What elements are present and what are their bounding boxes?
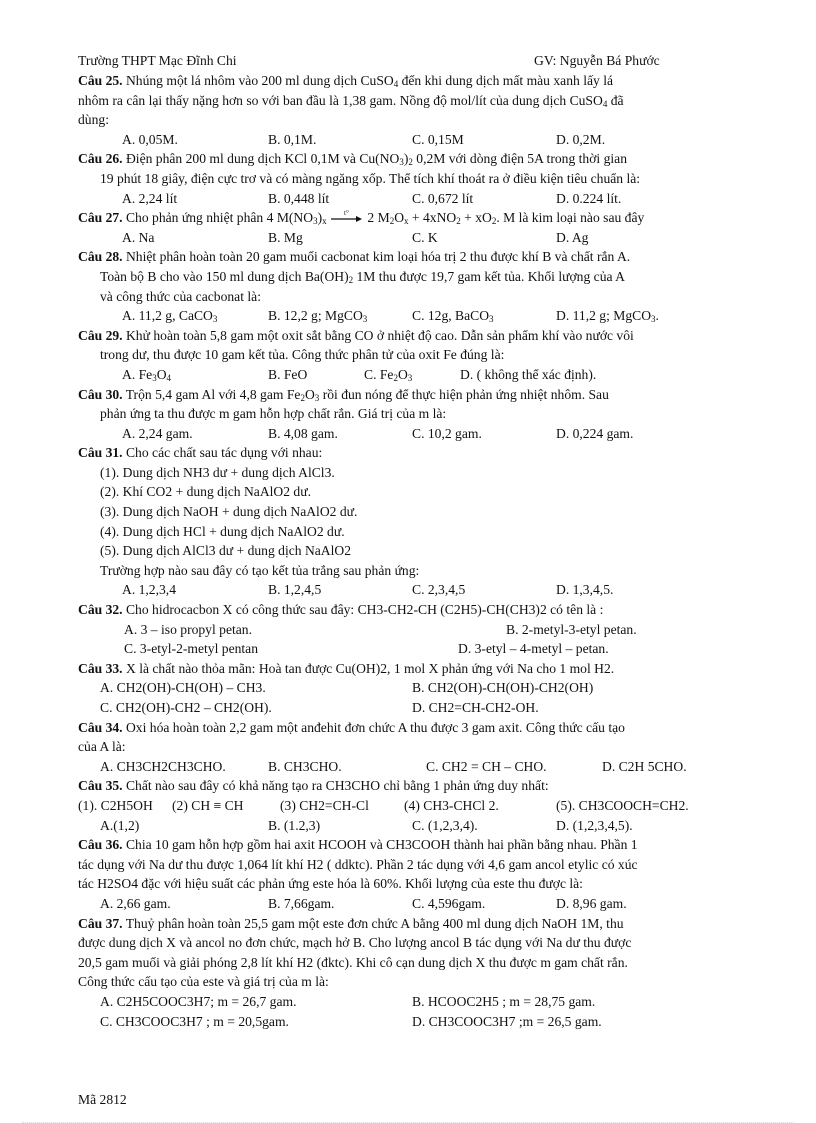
question-31: Câu 31. Cho các chất sau tác dụng với nhau: [78, 445, 323, 461]
choices-35 [78, 796, 740, 816]
heat-arrow-icon [330, 209, 364, 229]
option-a: A. 0,05M. [122, 131, 178, 147]
option-d: D. 0,2M. [556, 131, 606, 147]
list-item: (5). CH3COOCH=CH2. [556, 797, 689, 813]
options-25 [78, 130, 740, 150]
option-c: C. 4,596gam. [412, 895, 486, 911]
option-a: A. 11,2 g, CaCO$_3$ [122, 308, 218, 325]
option-d: D. 0,224 gam. [556, 425, 634, 441]
option-d: D. CH3COOC3H7 ;m = 26,5 gam. [412, 1013, 602, 1029]
option-b: B. (1.2,3) [268, 817, 321, 833]
option-d: D. (1,2,3,4,5). [556, 817, 633, 833]
option-a: A. 1,2,3,4 [122, 582, 176, 598]
arrow-label: t° [344, 209, 349, 218]
option-c: C. 0,15M [412, 131, 464, 147]
list-item: (1). Dung dịch NH3 dư + dung dịch AlCl3. [100, 464, 335, 480]
options-37 [78, 992, 740, 1012]
options-26 [78, 189, 740, 209]
option-b: B. Mg [268, 229, 303, 245]
list-item: (4) CH3-CHCl 2. [404, 797, 499, 813]
questions: Câu 25. Nhúng một lá nhôm vào 200 ml dung dịch CuSO$_4$ đến khi dung dịch mất màu xanh lấy lá nhôm ra cân lại thấy nặng hơn so với ban đầu là 1,38 gam. Nồng độ mol/lít của dung dịch CuSO$_4$ đã dùng: A. 0,05M. B. 0,1M. C. 0,15M D. 0,2M. Câu 26. Điện phân 200 ml dung dịch KCl 0,1M và $Cu(NO_3)_2$ 0,2M với dòng điện 5A trong thời gian 19 phút 18 giây, điện cực trơ và có màng ngăng xốp. Thể tích khí thoát ra ở điều kiện tiêu chuẩn là: A. 2,24 lít B. 0,448 lít C. 0,672 lít D. 0.224 lít. Câu 27. Cho phản ứng nhiệt phân 4 $M(NO_3)_x$ t° 2 $M_2O_x + 4xNO_2 + xO_2$. M là kim loại nào sau đây A. Na B. Mg C. K D. Ag Câu 28. Nhiệt phân hoàn toàn 20 gam muối cacbonat kim loại hóa trị 2 thu được khí B và chất rắn A. Toàn bộ B cho vào 150 ml dung dịch $Ba(OH)_2$ 1M thu được 19,7 gam kết tủa. Khối lượng của A và công thức của cacbonat là: A. 11,2 g, CaCO$_3$ B. 12,2 g; MgCO$_3$ C. 12g, BaCO$_3$ D. 11,2 g; MgCO$_3$. Câu 29. Khử hoàn toàn 5,8 gam một oxit sắt bằng CO ở nhiệt độ cao. Dẫn sản phẩm khí vào nước vôi trong dư, thu được 10 gam kết tủa. Công thức phân tử của oxit Fe đúng là: A. $Fe_3O_4$ B. FeO C. $Fe_2O_3$ D. ( không thể xác định). Câu 30. Trộn 5,4 gam Al với 4,8 gam $Fe_2O_3$ rồi đun nóng để thực hiện phản ứng nhiệt nhôm. Sau phản ứng ta thu được m gam hỗn hợp chất rắn. Giá trị của m là: A. 2,24 gam. B. 4,08 gam. C. 10,2 gam. D. 0,224 gam. Câu 31. Cho các chất sau tác dụng với nhau: (1). Dung dịch NH3 dư + dung dịch AlCl3. (2). Khí CO2 + dung dịch NaAlO2 dư. (3). Dung dịch NaOH + dung dịch NaAlO2 dư. (4). Dung dịch HCl + dung dịch NaAlO2 dư. (5). Dung dịch AlCl3 dư + dung dịch NaAlO2 Trường hợp nào sau đây có tạo kết tủa trắng sau phản ứng: A. 1,2,3,4 B. 1,2,4,5 C. 2,3,4,5 D. 1,3,4,5. Câu 32. Cho hidrocacbon X có công thức sau đây: CH3-CH2-CH (C2H5)-CH(CH3)2 có tên là : A. 3 – iso propyl petan. B. 2-metyl-3-etyl petan. C. 3-etyl-2-metyl pentan D. 3-etyl – 4-metyl – petan. Câu 33. X là chất nào thỏa mãn: Hoà tan được Cu(OH)2, 1 mol X phản ứng với Na cho 1 mol H2. A. CH2(OH)-CH(OH) – CH3. B. CH2(OH)-CH(OH)-CH2(OH) C. CH2(OH)-CH2 – CH2(OH). D. CH2=CH-CH2-OH. Câu 34. Oxi hóa hoàn toàn 2,2 gam một anđehit đơn chức A thu được 3 gam axit. Công thức cấu tạo của A là: A. CH3CH2CH3CHO. B. CH3CHO. C. CH2 = CH – CHO. D. C2H 5CHO. Câu 35. Chất nào sau đây có khả năng tạo ra CH3CHO chỉ bằng 1 phản ứng duy nhất: (1). C2H5OH (2) CH ≡ CH (3) CH2=CH-Cl (4) CH3-CHCl 2. (5). CH3COOCH=CH2. A.(1,2) B. (1.2,3) C. (1,2,3,4). D. (1,2,3,4,5). Câu 36. Chia 10 gam hỗn hợp gồm hai axit HCOOH và CH3COOH thành hai phần bằng nhau. Phần 1 tác dụng với Na dư thu được 1,064 lít khí H2 ( ddktc). Phần 2 tác dụng với 4,6 gam ancol etylic có xúc tác H2SO4 đặc với hiệu suất các phản ứng este hóa là 60%. Khối lượng của este thu được là: A. 2,66 gam. B. 7,66gam. C. 4,596gam. D. 8,96 gam. Câu 37. Thuỷ phân hoàn toàn 25,5 gam một este đơn chức A bằng 400 ml dung dịch NaOH 1M, thu được dung dịch X và ancol no đơn chức, mạch hở B. Cho lượng ancol B tác dụng với Na dư thu được 20,5 gam muối và giải phóng 2,8 lít khí H2 (đktc). Khi cô cạn dung dịch X thu được m gam chất rắn. Công thức cấu tạo của este và giá trị của m là: A. C2H5COOC3H7; m = 26,7 gam. B. HCOOC2H5 ; m = 28,75 gam. C. CH3COOC3H7 ; m = 20,5gam. D. CH3COOC3H7 ;m = 26,5 gam. [78, 71, 740, 1031]
option-a: A. 2,66 gam. [100, 895, 171, 911]
option-a: A. CH3CH2CH3CHO. [100, 758, 226, 774]
option-b: B. CH2(OH)-CH(OH)-CH2(OH) [412, 680, 594, 696]
option-a: A. CH2(OH)-CH(OH) – CH3. [100, 680, 266, 696]
option-c: C. $Fe_2O_3$ [364, 366, 413, 383]
question-26: Câu 26. Điện phân 200 ml dung dịch KCl 0,1M và $Cu(NO_3)_2$ 0,2M với dòng điện 5A trong thời gian [78, 151, 627, 168]
page-header [78, 53, 738, 71]
options-34 [78, 757, 740, 777]
option-d: D. Ag [556, 229, 589, 245]
options-35 [78, 816, 740, 836]
exam-code: Mã 2812 [78, 1092, 127, 1107]
option-c: C. 12g, BaCO$_3$ [412, 308, 494, 325]
question-25: Câu 25. Nhúng một lá nhôm vào 200 ml dung dịch CuSO$_4$ đến khi dung dịch mất màu xanh lấy lá [78, 73, 614, 89]
option-b: B. 1,2,4,5 [268, 582, 322, 598]
question-37: Câu 37. Thuỷ phân hoàn toàn 25,5 gam một este đơn chức A bằng 400 ml dung dịch NaOH 1M, thu [78, 915, 624, 931]
option-d: D. 0.224 lít. [556, 190, 622, 206]
options-30 [78, 424, 740, 444]
list-item: (3) CH2=CH-Cl [280, 797, 369, 813]
option-a: A.(1,2) [100, 817, 140, 833]
option-a: A. $Fe_3O_4$ [122, 366, 172, 383]
options-36 [78, 894, 740, 914]
school-name: Trường THPT Mạc Đĩnh Chi [78, 53, 237, 68]
teacher-name: GV: Nguyễn Bá Phước [534, 53, 660, 68]
option-c: C. 3-etyl-2-metyl pentan [124, 641, 259, 657]
option-d: D. 8,96 gam. [556, 895, 627, 911]
option-b: B. CH3CHO. [268, 758, 342, 774]
question-29: Câu 29. Khử hoàn toàn 5,8 gam một oxit sắt bằng CO ở nhiệt độ cao. Dẫn sản phẩm khí vào nước vôi [78, 327, 634, 343]
option-b: B. FeO [268, 366, 308, 382]
list-item: (2) CH ≡ CH [172, 797, 244, 813]
question-33: Câu 33. X là chất nào thỏa mãn: Hoà tan được Cu(OH)2, 1 mol X phản ứng với Na cho 1 mol H2. [78, 660, 615, 676]
option-c: C. CH2(OH)-CH2 – CH2(OH). [100, 700, 272, 715]
option-d: D. CH2=CH-CH2-OH. [412, 700, 539, 715]
question-28: Câu 28. Nhiệt phân hoàn toàn 20 gam muối cacbonat kim loại hóa trị 2 thu được khí B và chất rắn A. [78, 249, 631, 265]
option-d: D. 11,2 g; MgCO$_3$. [556, 308, 659, 325]
options-31 [78, 580, 740, 600]
option-c: C. K [412, 229, 438, 245]
options-27 [78, 228, 740, 248]
options-28 [78, 306, 740, 326]
options-32 [78, 620, 740, 640]
list-item: (1). C2H5OH [78, 797, 153, 813]
option-b: B. 0,1M. [268, 131, 317, 147]
option-d: D. 1,3,4,5. [556, 582, 614, 598]
options-33 [78, 678, 740, 698]
list-item: (2). Khí CO2 + dung dịch NaAlO2 dư. [100, 484, 311, 500]
option-a: A. 3 – iso propyl petan. [124, 621, 252, 637]
option-b: B. 0,448 lít [268, 190, 330, 206]
option-d: D. ( không thể xác định). [460, 366, 597, 382]
option-c: C. CH3COOC3H7 ; m = 20,5gam. [100, 1013, 289, 1029]
question-27: Câu 27. Cho phản ứng nhiệt phân 4 $M(NO_3)_x$ t° 2 $M_2O_x + 4xNO_2 + xO_2$. M là kim loại nào sau đây [78, 208, 740, 228]
option-c: C. 2,3,4,5 [412, 582, 466, 598]
option-a: A. C2H5COOC3H7; m = 26,7 gam. [100, 993, 297, 1009]
question-32: Câu 32. Cho hidrocacbon X có công thức sau đây: CH3-CH2-CH (C2H5)-CH(CH3)2 có tên là : [78, 602, 604, 618]
list-item: (3). Dung dịch NaOH + dung dịch NaAlO2 dư. [100, 504, 358, 520]
question-30: Câu 30. Trộn 5,4 gam Al với 4,8 gam $Fe_2O_3$ rồi đun nóng để thực hiện phản ứng nhiệt nhôm. Sau [78, 386, 609, 403]
option-c: C. (1,2,3,4). [412, 817, 478, 833]
option-b: B. 2-metyl-3-etyl petan. [506, 621, 637, 637]
question-35: Câu 35. Chất nào sau đây có khả năng tạo ra CH3CHO chỉ bằng 1 phản ứng duy nhất: [78, 778, 549, 794]
option-d: D. 3-etyl – 4-metyl – petan. [458, 641, 609, 657]
question-34: Câu 34. Oxi hóa hoàn toàn 2,2 gam một anđehit đơn chức A thu được 3 gam axit. Công thức cấu tạo [78, 719, 625, 735]
list-item: (4). Dung dịch HCl + dung dịch NaAlO2 dư. [100, 523, 345, 539]
option-a: A. 2,24 gam. [122, 425, 193, 441]
question-36: Câu 36. Chia 10 gam hỗn hợp gồm hai axit HCOOH và CH3COOH thành hai phần bằng nhau. Phần 1 [78, 837, 638, 853]
option-b: B. HCOOC2H5 ; m = 28,75 gam. [412, 993, 596, 1009]
option-b: B. 7,66gam. [268, 895, 335, 911]
option-c: C. CH2 = CH – CHO. [426, 758, 547, 774]
options-29 [78, 365, 740, 385]
option-a: A. Na [122, 229, 155, 245]
option-c: C. 10,2 gam. [412, 425, 482, 441]
option-a: A. 2,24 lít [122, 190, 178, 206]
option-c: C. 0,672 lít [412, 190, 474, 206]
option-d: D. C2H 5CHO. [602, 758, 687, 774]
option-b: B. 12,2 g; MgCO$_3$ [268, 308, 368, 325]
list-item: (5). Dung dịch AlCl3 dư + dung dịch NaAlO2 [100, 543, 352, 559]
option-b: B. 4,08 gam. [268, 425, 338, 441]
